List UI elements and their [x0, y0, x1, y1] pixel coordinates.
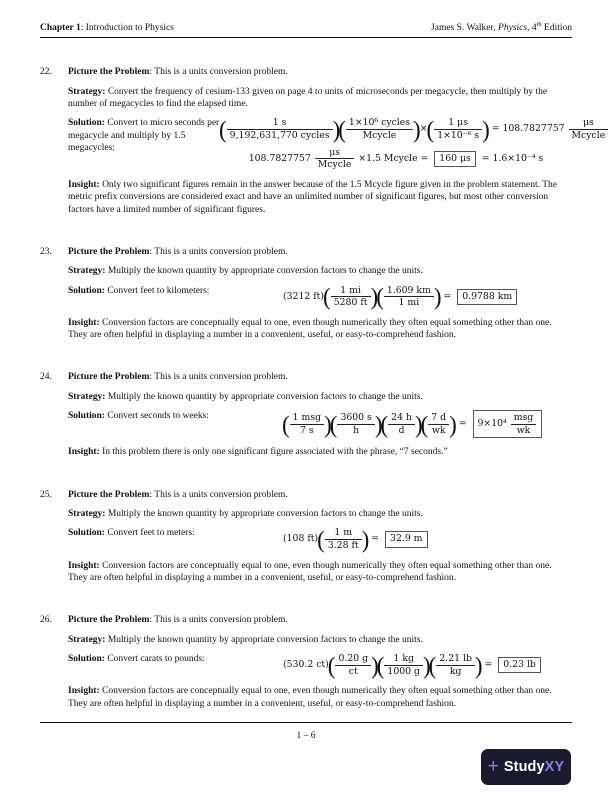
insight-line — [68, 560, 572, 585]
strategy-text: Multiply the known quantity by appropriate conversion factors to change the units. — [105, 509, 423, 520]
numerator: 0.20 g — [338, 652, 369, 664]
solution-text: Solution: Convert carats to pounds: — [68, 653, 205, 664]
parenthesized-fraction — [329, 653, 378, 677]
equation-text: 108.7827757 — [248, 152, 314, 164]
numerator: 1 kg — [393, 652, 414, 664]
parenthesized-fraction — [220, 117, 339, 141]
picture-text: : This is a units conversion problem. — [149, 615, 288, 626]
problem-number: 26. — [40, 615, 52, 626]
picture-line — [68, 614, 572, 626]
equation-text: = — [440, 290, 455, 302]
insight-label: Insight: — [68, 179, 100, 190]
fraction — [290, 412, 324, 436]
fraction — [346, 117, 413, 141]
equation-text: 9×10⁴ — [477, 418, 510, 430]
fraction — [434, 117, 482, 141]
fraction — [569, 117, 609, 141]
fraction — [331, 285, 371, 309]
equation-text: = — [368, 533, 383, 545]
equation — [283, 285, 520, 309]
insight-text: Conversion factors are conceptually equal to one, even though numerically they often equal something other than one. They are often helpful in displaying a number in a convenient, useful, or easy-to-comprehend fashion. — [68, 560, 552, 583]
close-paren: ) — [332, 116, 341, 143]
insight-line — [68, 179, 572, 216]
parenthesized-fraction — [331, 412, 382, 436]
numerator: 3600 s — [340, 412, 372, 424]
parenthesized-fraction — [378, 653, 430, 677]
problem-item-24 — [40, 371, 572, 465]
boxed-answer — [473, 410, 543, 438]
picture-label: Picture the Problem — [68, 489, 150, 500]
numerator: 24 h — [391, 412, 412, 424]
insight-line — [68, 685, 572, 710]
numerator: 1 msg — [292, 412, 322, 424]
parenthesized-fraction — [283, 412, 331, 436]
chapter-label: Chapter 1 — [40, 23, 81, 33]
fraction — [315, 147, 355, 171]
strategy-line — [68, 86, 572, 111]
fraction — [337, 412, 374, 436]
equation-text: ×1.5 Mcycle = — [355, 152, 432, 164]
strategy-label: Strategy: — [68, 509, 106, 520]
strategy-text: Multiply the known quantity by appropriate conversion factors to change the units. — [105, 391, 423, 402]
fraction — [388, 412, 415, 436]
problem-number: 22. — [40, 67, 52, 78]
close-paren: ) — [449, 411, 457, 438]
book-title: Physics — [498, 23, 528, 33]
denominator: Mcycle — [315, 158, 355, 171]
fraction — [314, 147, 356, 171]
close-paren: ) — [422, 651, 431, 679]
numerator: 1 mi — [340, 284, 361, 296]
boxed-answer — [498, 657, 541, 673]
denominator: kg — [436, 665, 475, 678]
chapter-subtitle: : Introduction to Physics — [80, 23, 174, 33]
parenthesized-fraction — [430, 653, 482, 677]
strategy-line — [68, 634, 572, 646]
open-paren: ( — [329, 411, 338, 438]
fraction — [335, 653, 371, 677]
problem-list — [40, 66, 606, 717]
solution-text: Solution: Convert feet to kilometers: — [68, 285, 210, 296]
open-paren: ( — [327, 651, 336, 679]
denominator: h — [337, 424, 374, 437]
equation — [283, 410, 545, 438]
close-paren: ) — [324, 411, 332, 438]
solution-row — [68, 410, 572, 438]
solution-row — [68, 527, 572, 551]
solution-row — [68, 116, 606, 171]
equation-text: 0.9788 km — [462, 290, 513, 302]
numerator: 1.609 km — [386, 284, 431, 296]
fraction — [436, 653, 475, 677]
author-name: James S. Walker, — [431, 23, 499, 33]
strategy-label: Strategy: — [68, 86, 106, 97]
solution-label: Solution: — [68, 411, 105, 422]
open-paren: ( — [219, 116, 227, 143]
solution-row — [68, 285, 572, 309]
denominator: wk — [428, 424, 449, 437]
insight-label: Insight: — [68, 560, 100, 571]
open-paren: ( — [323, 283, 331, 310]
parenthesized-fraction — [339, 117, 419, 141]
open-paren: ( — [426, 116, 435, 143]
page-number: 1 – 6 — [296, 731, 316, 741]
denominator: 1×10⁻⁶ s — [434, 129, 482, 142]
open-paren: ( — [376, 283, 384, 310]
solution-label: Solution: — [68, 118, 105, 129]
fraction — [384, 653, 423, 677]
parenthesized-fraction — [422, 412, 456, 436]
problem-item-22 — [40, 66, 606, 223]
denominator: 3.28 ft — [325, 539, 362, 552]
strategy-text: Convert the frequency of cesium-133 given on page 4 to units of microseconds per megacycle, then multiply by the number of megacycles to find the elapsed time. — [68, 86, 548, 110]
equation-text: 0.23 lb — [503, 659, 536, 671]
numerator: 2.21 lb — [439, 652, 472, 664]
solution-label: Solution: — [68, 653, 105, 664]
insight-text: Conversion factors are conceptually equal to one, even though numerically they often equal something other than one. They are often helpful in displaying a number in a convenient, useful, or easy-to-comprehend fashion. — [68, 686, 552, 709]
solution-label: Solution: — [68, 285, 105, 296]
strategy-text: Multiply the known quantity by appropriate conversion factors to change the units. — [105, 634, 423, 645]
boxed-answer — [457, 289, 517, 305]
picture-line — [68, 371, 572, 383]
fraction — [227, 117, 333, 141]
problem-item-23 — [40, 246, 572, 349]
insight-label: Insight: — [68, 447, 100, 458]
close-paren: ) — [370, 283, 379, 310]
fraction — [428, 412, 449, 436]
fraction — [568, 117, 610, 141]
solution-text: Solution: Convert to micro seconds per megacycle and multiply by 1.5 megacycles: — [68, 118, 220, 154]
picture-text: : This is a units conversion problem. — [149, 67, 288, 78]
equation-text: (530.2 ct) — [283, 659, 329, 671]
denominator: 1000 g — [384, 665, 423, 678]
solution-text: Solution: Convert feet to meters: — [68, 528, 195, 539]
header-chapter — [40, 22, 174, 34]
plus-icon: + — [487, 755, 499, 777]
insight-label: Insight: — [68, 686, 100, 697]
solution-row — [68, 653, 572, 677]
close-paren: ) — [482, 116, 490, 143]
open-paren: ( — [380, 411, 389, 438]
problem-number: 24. — [40, 372, 52, 383]
strategy-line — [68, 391, 572, 403]
picture-label: Picture the Problem — [68, 615, 150, 626]
open-paren: ( — [317, 526, 325, 553]
numerator: 1 μs — [448, 117, 468, 129]
equation-text: (3212 ft) — [283, 290, 325, 302]
solution-label: Solution: — [68, 528, 105, 539]
denominator: ct — [335, 665, 371, 678]
equation — [220, 117, 609, 141]
numerator: 1 s — [272, 117, 287, 129]
picture-text: : This is a units conversion problem. — [149, 489, 288, 500]
header-edition: James S. Walker, Physics, 4th Edition — [431, 20, 572, 33]
insight-line — [68, 317, 572, 342]
fraction — [511, 412, 537, 436]
boxed-answer — [385, 531, 427, 547]
denominator: 9,192,631,770 cycles — [227, 129, 333, 142]
numerator: 1×10⁶ cycles — [348, 117, 411, 129]
equation-text: = 1.6×10⁻⁴ s — [478, 152, 544, 164]
parenthesized-fraction — [377, 285, 440, 309]
equation-text: 160 μs — [439, 152, 471, 164]
studyxy-logo — [481, 749, 571, 785]
picture-line — [68, 66, 572, 78]
open-paren: ( — [282, 411, 290, 438]
insight-label: Insight: — [68, 317, 100, 328]
close-paren: ) — [374, 411, 383, 438]
close-paren: ) — [371, 651, 379, 679]
close-paren: ) — [414, 411, 423, 438]
close-paren: ) — [474, 651, 483, 679]
equation — [249, 147, 544, 171]
open-paren: ( — [338, 116, 346, 143]
equation — [283, 653, 544, 677]
footer-rule — [40, 722, 572, 723]
strategy-label: Strategy: — [68, 266, 106, 277]
strategy-label: Strategy: — [68, 391, 106, 402]
equation-text: = 108.7827757 — [488, 123, 568, 135]
fraction — [384, 285, 434, 309]
logo-text: StudyXY — [503, 758, 565, 775]
numerator: msg — [513, 412, 534, 424]
equation-text: = — [481, 659, 496, 671]
equation — [283, 527, 431, 551]
open-paren: ( — [376, 651, 385, 679]
boxed-answer — [434, 151, 476, 167]
parenthesized-fraction — [318, 527, 368, 551]
denominator: d — [388, 424, 415, 437]
problem-item-25 — [40, 489, 572, 592]
picture-text: : This is a units conversion problem. — [149, 372, 288, 383]
parenthesized-fraction — [324, 285, 377, 309]
picture-line — [68, 489, 572, 501]
denominator: 7 s — [290, 424, 324, 437]
denominator: 5280 ft — [331, 296, 371, 309]
close-paren: ) — [413, 116, 421, 143]
strategy-text: Multiply the known quantity by appropriate conversion factors to change the units. — [105, 266, 423, 277]
numerator: μs — [329, 146, 341, 158]
insight-text: In this problem there is only one significant figure associated with the phrase, “7 seconds.” — [99, 447, 448, 458]
strategy-label: Strategy: — [68, 634, 106, 645]
insight-text: Only two significant figures remain in the answer because of the 1.5 Mcycle figure given in the problem statement. The metric prefix conversions are considered exact and have an unlimited number of significant figures, but most other conversion factors have a limited number of significant figures. — [68, 179, 557, 215]
denominator: Mcycle — [346, 129, 413, 142]
problem-item-26 — [40, 614, 572, 717]
parenthesized-fraction — [428, 117, 489, 141]
denominator: wk — [511, 424, 537, 437]
picture-label: Picture the Problem — [68, 246, 150, 257]
close-paren: ) — [361, 526, 370, 553]
picture-label: Picture the Problem — [68, 372, 150, 383]
fraction — [510, 412, 538, 436]
equation-text: 32.9 m — [390, 533, 423, 545]
equation-text: × — [419, 123, 428, 135]
picture-text: : This is a units conversion problem. — [149, 246, 288, 257]
picture-line — [68, 246, 572, 258]
strategy-line — [68, 508, 572, 520]
open-paren: ( — [428, 651, 437, 679]
strategy-line — [68, 265, 572, 277]
close-paren: ) — [433, 283, 442, 310]
numerator: 7 d — [431, 412, 447, 424]
numerator: μs — [582, 117, 594, 129]
parenthesized-fraction — [382, 412, 422, 436]
equation-text: = — [455, 418, 470, 430]
insight-text: Conversion factors are conceptually equal to one, even though numerically they often equal something other than one. They are often helpful in displaying a number in a convenient, useful, or easy-to-comprehend fashion. — [68, 317, 552, 341]
equation-text: (108 ft) — [283, 533, 319, 545]
problem-number: 25. — [40, 489, 52, 500]
page-header — [40, 22, 572, 38]
open-paren: ( — [420, 411, 429, 438]
numerator: 1 m — [334, 527, 353, 539]
insight-line — [68, 446, 572, 458]
denominator: 1 mi — [384, 296, 434, 309]
picture-label: Picture the Problem — [68, 67, 150, 78]
solution-text: Solution: Convert seconds to weeks: — [68, 411, 209, 422]
problem-number: 23. — [40, 246, 52, 257]
fraction — [325, 527, 362, 551]
denominator: Mcycle — [569, 129, 609, 142]
